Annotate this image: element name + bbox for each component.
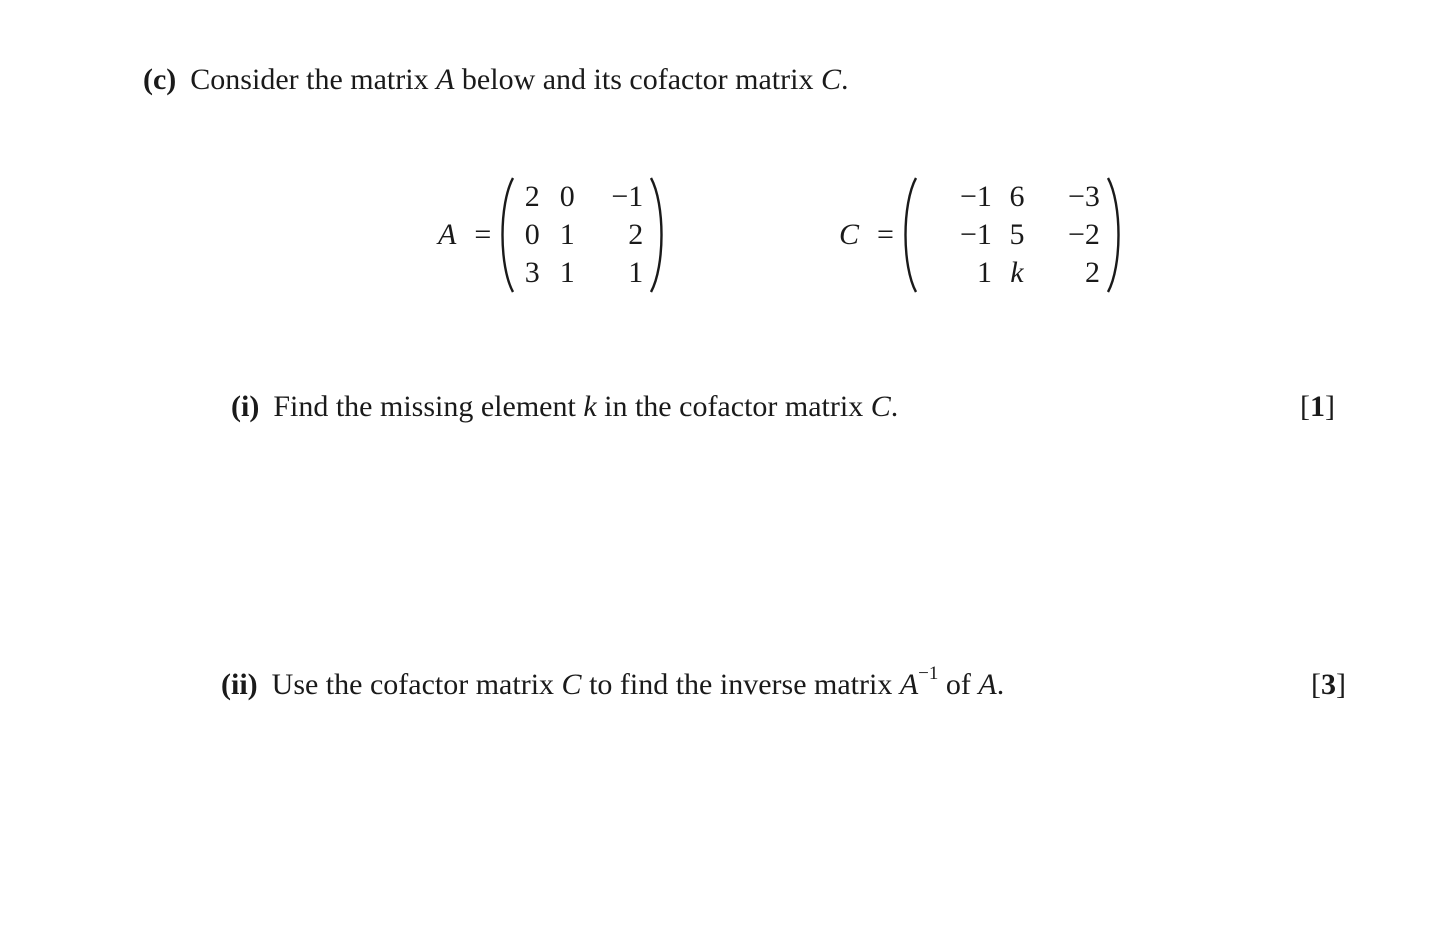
part-c-var-c: C [820,63,841,96]
matrix-c-equation [839,176,1124,294]
matrix-c-cell: 2 [1084,256,1100,289]
part-c-text-end: . [841,63,849,96]
part-c-statement [143,60,849,100]
part-c-text-mid: below and its cofactor matrix [461,63,814,96]
matrix-a-cell: 0 [524,218,540,251]
matrix-c-grid [920,178,1104,292]
question-ii-text-before: Use the cofactor matrix [271,668,555,701]
matrix-a-left-paren [497,176,517,294]
part-c-text-before: Consider the matrix [190,63,429,96]
matrix-c-body [900,176,1124,294]
question-i-marks [1300,387,1335,427]
matrix-c-cell: −1 [960,218,992,251]
matrix-c-cell-k: k [1010,256,1024,289]
matrix-a-equals: = [474,218,492,251]
matrix-c-right-paren [1104,176,1124,294]
question-ii [221,665,1004,705]
question-i-marks-value: 1 [1310,390,1325,423]
question-i-text-mid: in the cofactor matrix [604,390,864,423]
question-ii-marks [1311,665,1346,705]
matrix-a-cell: 1 [559,256,575,289]
matrix-a-cell: 1 [559,218,575,251]
marks-open-bracket: [ [1300,390,1310,423]
part-c-label: (c) [143,63,177,96]
matrix-c-name: C [839,218,860,251]
question-ii-text-mid: to find the inverse matrix [589,668,893,701]
matrix-a-grid [517,178,647,292]
question-i [231,387,898,427]
question-ii-var-a-inv: A [899,668,919,701]
question-ii-exponent: −1 [918,663,939,684]
question-ii-label: (ii) [221,668,258,701]
marks-open-bracket: [ [1311,668,1321,701]
matrix-c-cell: −1 [960,180,992,213]
marks-close-bracket: ] [1325,390,1335,423]
matrix-a-right-paren [647,176,667,294]
question-ii-marks-value: 3 [1321,668,1336,701]
question-i-text-before: Find the missing element [273,390,576,423]
matrix-c-cell: 1 [976,256,992,289]
matrix-a-cell: 3 [524,256,540,289]
matrix-a-cell: 1 [628,256,644,289]
matrix-a-cell: 2 [628,218,644,251]
marks-close-bracket: ] [1336,668,1346,701]
matrix-a-cell: 2 [524,180,540,213]
question-i-var-k: k [583,390,597,423]
question-ii-text-of: of [945,668,971,701]
matrix-c-cell: 6 [1009,180,1025,213]
matrix-c-cell: −3 [1068,180,1100,213]
matrix-c-cell: −2 [1068,218,1100,251]
matrix-a-name: A [438,218,457,251]
matrix-a-cell: 0 [559,180,575,213]
matrix-c-left-paren [900,176,920,294]
matrix-c-cell: 5 [1009,218,1025,251]
matrix-a-equation [438,176,667,294]
question-i-text-end: . [890,390,899,423]
part-c-var-a: A [436,63,455,96]
question-ii-var-c: C [561,668,582,701]
matrix-a-cell: −1 [611,180,644,213]
matrix-c-equals: = [877,218,894,251]
question-ii-text-end: . [996,668,1005,701]
question-ii-var-a: A [978,668,997,701]
matrix-a-body [497,176,667,294]
question-i-var-c: C [870,390,891,423]
question-i-label: (i) [231,390,260,423]
